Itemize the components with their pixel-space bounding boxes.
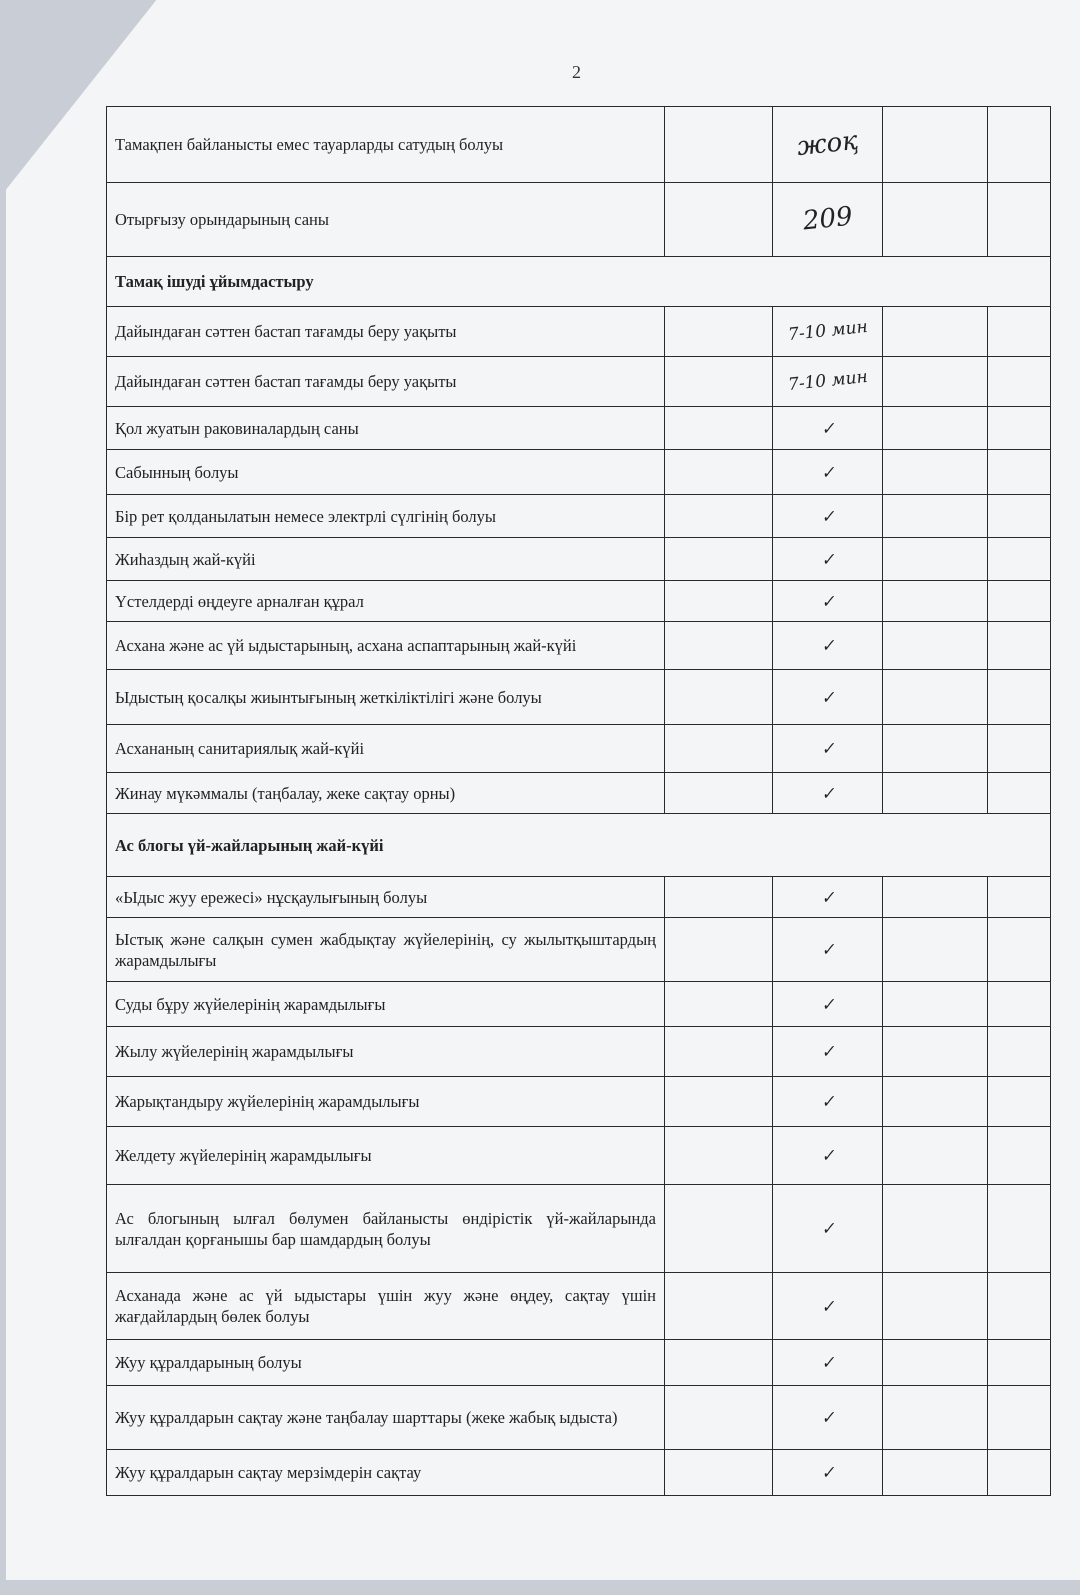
handwritten-mark [773, 670, 883, 725]
checklist-row [107, 1077, 1051, 1127]
handwritten-mark [773, 538, 883, 581]
empty-cell [665, 1185, 773, 1273]
empty-cell [883, 357, 988, 407]
handwritten-mark [773, 1185, 883, 1273]
empty-cell [883, 407, 988, 450]
empty-cell [988, 773, 1051, 814]
criterion-text: Асханада және ас үй ыдыстары үшін жуу және өңдеу, сақтау үшін жағдайлардың бөлек болуы [107, 1273, 665, 1340]
empty-cell [988, 1340, 1051, 1386]
empty-cell [665, 1077, 773, 1127]
mark-value: ✓ [819, 993, 836, 1015]
empty-cell [883, 538, 988, 581]
empty-cell [665, 877, 773, 918]
empty-cell [883, 1027, 988, 1077]
handwritten-mark [773, 1450, 883, 1496]
checklist-row [107, 407, 1051, 450]
empty-cell [883, 773, 988, 814]
mark-value: 7-10 мин [786, 316, 869, 346]
empty-cell [883, 622, 988, 670]
mark-value: ✓ [819, 1295, 836, 1317]
empty-cell [883, 581, 988, 622]
criterion-text: Асхана және ас үй ыдыстарының, асхана аспаптарының жай-күйі [107, 622, 665, 670]
empty-cell [665, 622, 773, 670]
handwritten-mark [773, 357, 883, 407]
empty-cell [665, 670, 773, 725]
criterion-text: Үстелдерді өңдеуге арналған құрал [107, 581, 665, 622]
handwritten-mark [773, 1340, 883, 1386]
handwritten-mark [773, 982, 883, 1027]
empty-cell [988, 307, 1051, 357]
handwritten-mark [773, 1386, 883, 1450]
handwritten-mark [773, 581, 883, 622]
empty-cell [883, 1450, 988, 1496]
empty-cell [988, 725, 1051, 773]
handwritten-mark [773, 725, 883, 773]
mark-value: ✓ [819, 635, 836, 656]
mark-value: ✓ [819, 1352, 836, 1373]
mark-value: ✓ [819, 548, 836, 570]
empty-cell [883, 307, 988, 357]
empty-cell [988, 107, 1051, 183]
checklist-row [107, 1386, 1051, 1450]
empty-cell [988, 357, 1051, 407]
checklist-row [107, 357, 1051, 407]
empty-cell [665, 1386, 773, 1450]
mark-value: ✓ [819, 1462, 836, 1483]
mark-value: ✓ [819, 1145, 836, 1166]
mark-value: ✓ [819, 782, 836, 804]
empty-cell [988, 877, 1051, 918]
empty-cell [988, 1450, 1051, 1496]
checklist-row [107, 450, 1051, 495]
empty-cell [883, 495, 988, 538]
checklist-row [107, 877, 1051, 918]
mark-value: ✓ [819, 1041, 836, 1062]
mark-value: ✓ [819, 738, 836, 759]
empty-cell [665, 581, 773, 622]
empty-cell [665, 725, 773, 773]
mark-value: жоқ [795, 125, 860, 163]
empty-cell [665, 495, 773, 538]
criterion-text: Желдету жүйелерінің жарамдылығы [107, 1127, 665, 1185]
handwritten-mark [773, 495, 883, 538]
mark-value: 7-10 мин [786, 366, 869, 396]
empty-cell [883, 107, 988, 183]
mark-value: 209 [801, 201, 854, 237]
checklist-row [107, 538, 1051, 581]
empty-cell [665, 1127, 773, 1185]
section-title: Тамақ ішуді ұйымдастыру [107, 257, 1051, 307]
mark-value: ✓ [819, 686, 836, 708]
checklist-row [107, 495, 1051, 538]
handwritten-mark [773, 1027, 883, 1077]
empty-cell [988, 670, 1051, 725]
criterion-text: Дайындаған сәттен бастап тағамды беру уақыты [107, 307, 665, 357]
empty-cell [883, 670, 988, 725]
checklist-row [107, 1127, 1051, 1185]
checklist-row [107, 107, 1051, 183]
handwritten-mark [773, 307, 883, 357]
criterion-text: Тамақпен байланысты емес тауарларды сатудың болуы [107, 107, 665, 183]
empty-cell [883, 1077, 988, 1127]
checklist-row [107, 1450, 1051, 1496]
checklist-row [107, 1185, 1051, 1273]
empty-cell [665, 538, 773, 581]
checklist-row [107, 1340, 1051, 1386]
criterion-text: Сабынның болуы [107, 450, 665, 495]
criterion-text: Ыстық және салқын сумен жабдықтау жүйелерінің, су жылытқыштардың жарамдылығы [107, 918, 665, 982]
mark-value: ✓ [819, 1407, 836, 1428]
criterion-text: Жарықтандыру жүйелерінің жарамдылығы [107, 1077, 665, 1127]
criterion-text: Отырғызу орындарының саны [107, 183, 665, 257]
empty-cell [665, 183, 773, 257]
empty-cell [988, 1273, 1051, 1340]
empty-cell [665, 107, 773, 183]
criterion-text: Жылу жүйелерінің жарамдылығы [107, 1027, 665, 1077]
empty-cell [883, 982, 988, 1027]
criterion-text: Ас блогының ылғал бөлумен байланысты өндірістік үй-жайларында ылғалдан қорғанышы бар шамдардың болуы [107, 1185, 665, 1273]
empty-cell [883, 1127, 988, 1185]
criterion-text: Жуу құралдарын сақтау мерзімдерін сақтау [107, 1450, 665, 1496]
empty-cell [883, 725, 988, 773]
empty-cell [883, 1386, 988, 1450]
empty-cell [883, 1273, 988, 1340]
empty-cell [988, 538, 1051, 581]
section-header-row [107, 814, 1051, 877]
mark-value: ✓ [819, 461, 836, 483]
handwritten-mark [773, 1273, 883, 1340]
empty-cell [665, 307, 773, 357]
page-number: 2 [572, 62, 581, 82]
mark-value: ✓ [819, 1218, 836, 1239]
checklist-row [107, 670, 1051, 725]
checklist-row [107, 1027, 1051, 1077]
checklist-row [107, 183, 1051, 257]
handwritten-mark [773, 450, 883, 495]
empty-cell [665, 407, 773, 450]
handwritten-mark [773, 622, 883, 670]
handwritten-mark [773, 107, 883, 183]
empty-cell [665, 982, 773, 1027]
criterion-text: Асхананың санитариялық жай-күйі [107, 725, 665, 773]
empty-cell [988, 1027, 1051, 1077]
empty-cell [883, 450, 988, 495]
empty-cell [665, 1273, 773, 1340]
criterion-text: Жинау мүкәммалы (таңбалау, жеке сақтау орны) [107, 773, 665, 814]
empty-cell [665, 1027, 773, 1077]
mark-value: ✓ [819, 505, 836, 527]
checklist-table [106, 106, 1051, 1496]
empty-cell [665, 1340, 773, 1386]
empty-cell [665, 918, 773, 982]
empty-cell [988, 407, 1051, 450]
checklist-row [107, 622, 1051, 670]
empty-cell [988, 1185, 1051, 1273]
empty-cell [665, 357, 773, 407]
criterion-text: Жуу құралдарын сақтау және таңбалау шарттары (жеке жабық ыдыста) [107, 1386, 665, 1450]
mark-value: ✓ [819, 1091, 836, 1112]
empty-cell [665, 450, 773, 495]
empty-cell [883, 877, 988, 918]
handwritten-mark [773, 773, 883, 814]
handwritten-mark [773, 877, 883, 918]
mark-value: ✓ [819, 417, 836, 439]
empty-cell [988, 450, 1051, 495]
criterion-text: «Ыдыс жуу ережесі» нұсқаулығының болуы [107, 877, 665, 918]
criterion-text: Дайындаған сәттен бастап тағамды беру уақыты [107, 357, 665, 407]
empty-cell [883, 918, 988, 982]
checklist-row [107, 1273, 1051, 1340]
criterion-text: Қол жуатын раковиналардың саны [107, 407, 665, 450]
mark-value: ✓ [819, 939, 836, 960]
checklist-row [107, 982, 1051, 1027]
empty-cell [883, 1185, 988, 1273]
section-header-row [107, 257, 1051, 307]
empty-cell [988, 622, 1051, 670]
handwritten-mark [773, 1077, 883, 1127]
empty-cell [988, 918, 1051, 982]
empty-cell [988, 183, 1051, 257]
handwritten-mark [773, 183, 883, 257]
empty-cell [665, 1450, 773, 1496]
criterion-text: Жуу құралдарының болуы [107, 1340, 665, 1386]
checklist-row [107, 307, 1051, 357]
criterion-text: Жиһаздың жай-күйі [107, 538, 665, 581]
handwritten-mark [773, 1127, 883, 1185]
empty-cell [883, 1340, 988, 1386]
checklist-row [107, 773, 1051, 814]
criterion-text: Бір рет қолданылатын немесе электрлі сүлгінің болуы [107, 495, 665, 538]
criterion-text: Ыдыстың қосалқы жиынтығының жеткіліктілігі және болуы [107, 670, 665, 725]
empty-cell [988, 581, 1051, 622]
mark-value: ✓ [819, 590, 836, 612]
mark-value: ✓ [819, 886, 836, 908]
checklist-row [107, 725, 1051, 773]
empty-cell [988, 1077, 1051, 1127]
empty-cell [665, 773, 773, 814]
empty-cell [988, 982, 1051, 1027]
empty-cell [988, 495, 1051, 538]
empty-cell [883, 183, 988, 257]
empty-cell [988, 1127, 1051, 1185]
handwritten-mark [773, 918, 883, 982]
checklist-row [107, 581, 1051, 622]
section-title: Ас блогы үй-жайларының жай-күйі [107, 814, 1051, 877]
handwritten-mark [773, 407, 883, 450]
criterion-text: Суды бұру жүйелерінің жарамдылығы [107, 982, 665, 1027]
checklist-row [107, 918, 1051, 982]
empty-cell [988, 1386, 1051, 1450]
